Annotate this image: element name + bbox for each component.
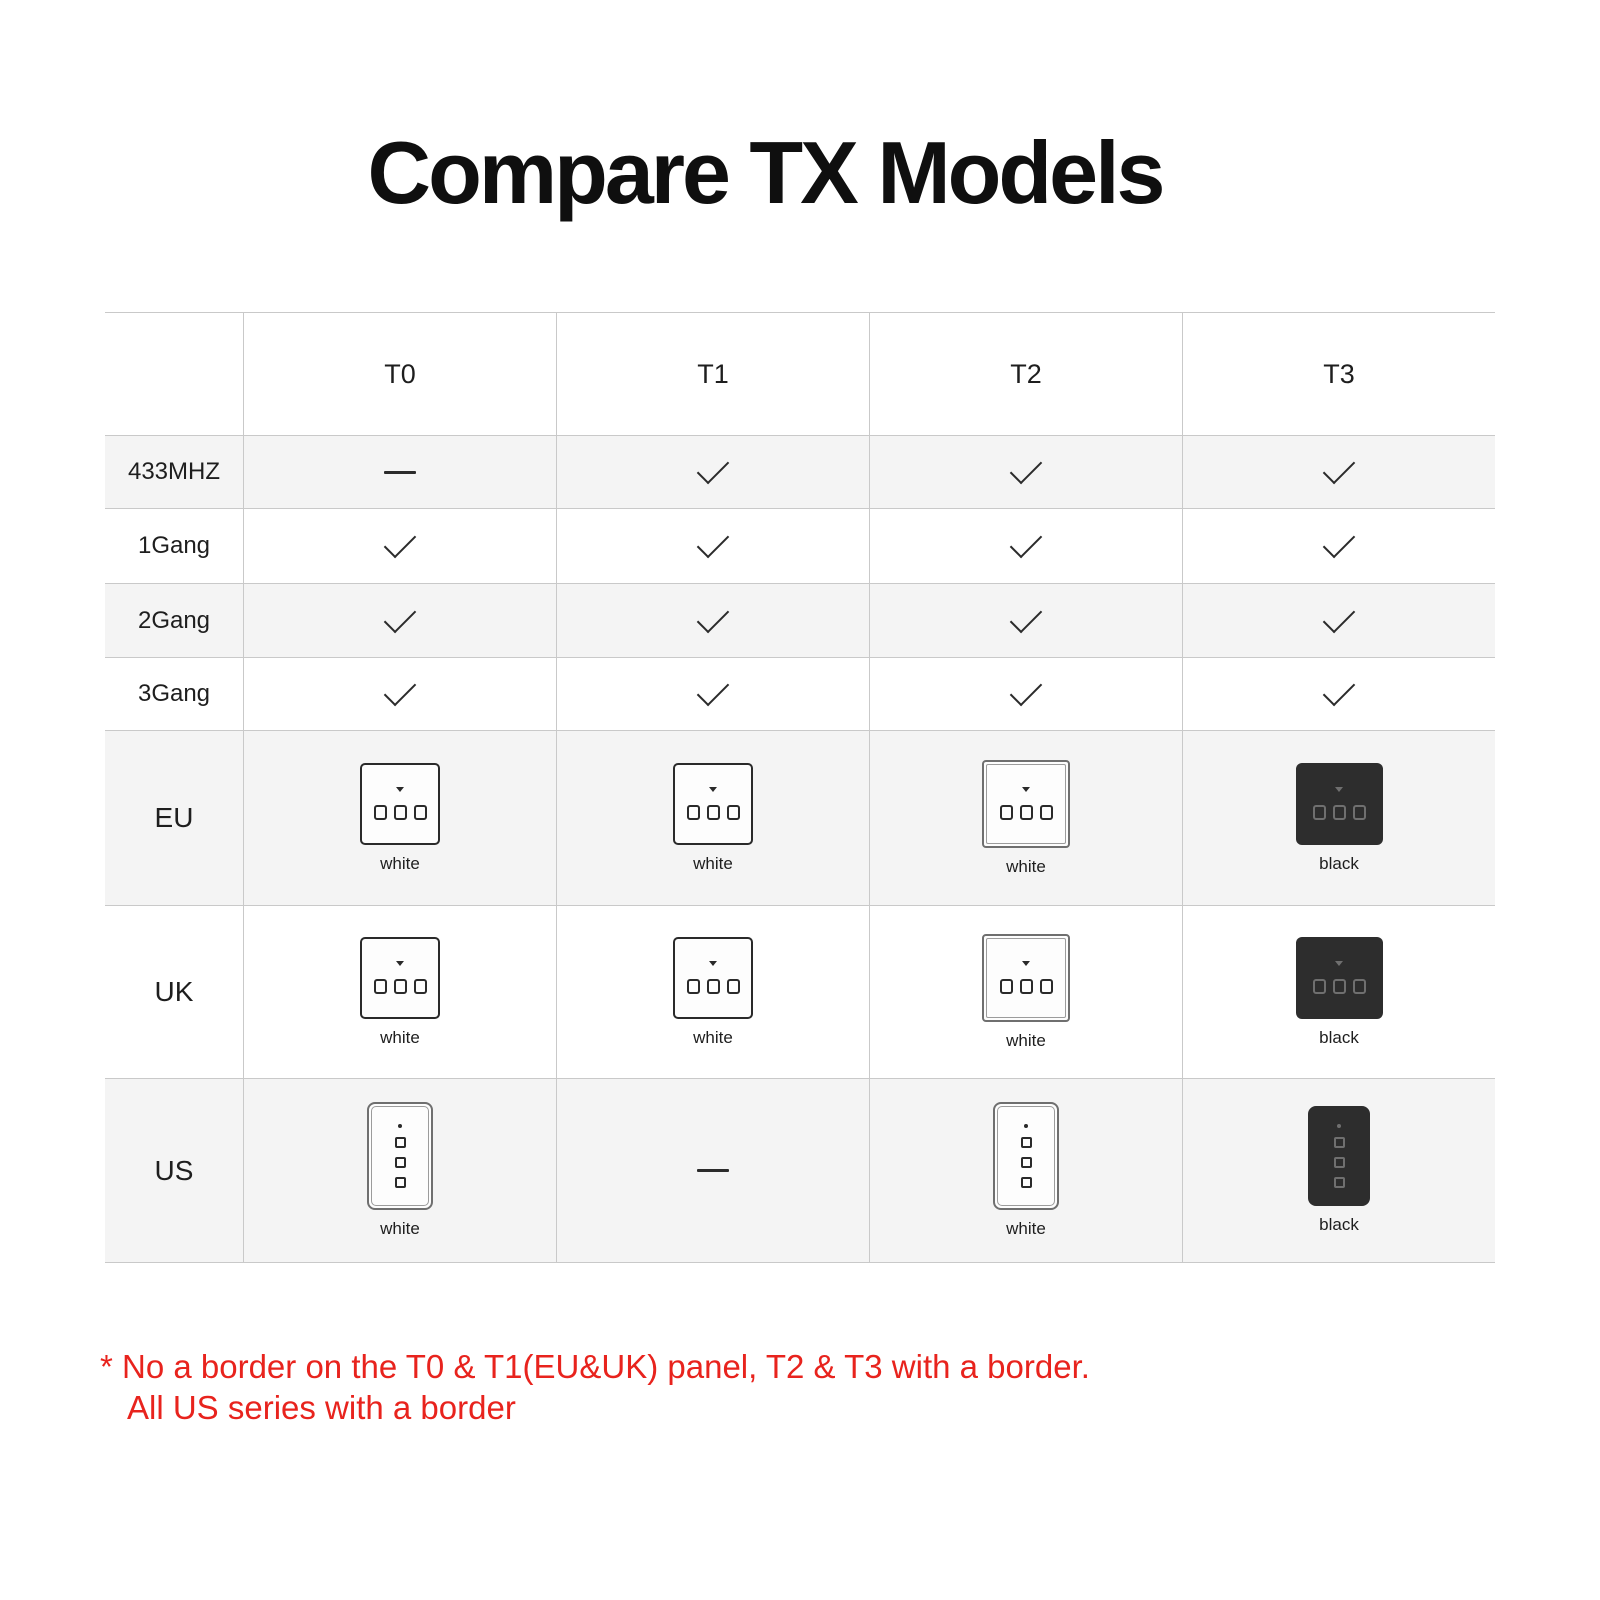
footnote-line-2: All US series with a border	[127, 1389, 516, 1426]
touch-button	[1334, 1137, 1345, 1148]
touch-button	[1021, 1177, 1032, 1188]
touch-button	[414, 979, 427, 994]
panel-color-label: white	[1006, 1219, 1046, 1238]
touch-buttons	[1313, 805, 1366, 820]
table-row-us	[105, 1078, 1495, 1262]
check-icon	[1010, 674, 1043, 707]
row-label-2gang: 2Gang	[137, 606, 211, 634]
panel-color-label: white	[380, 853, 420, 873]
switch-panel	[673, 937, 753, 1048]
touch-button	[687, 979, 700, 994]
touch-button	[687, 805, 700, 820]
check-icon	[1010, 526, 1043, 559]
check-icon	[1323, 452, 1356, 485]
feature-cell	[869, 436, 1182, 508]
switch-panel	[982, 934, 1070, 1051]
comparison-table	[105, 312, 1495, 1263]
table-row-433mhz	[105, 435, 1495, 508]
switch-panel	[1296, 763, 1383, 874]
wifi-indicator-icon	[1022, 787, 1030, 792]
row-label-eu: EU	[154, 802, 194, 833]
check-icon	[697, 674, 730, 707]
wifi-indicator-icon	[1335, 787, 1343, 792]
row-label-1gang: 1Gang	[137, 532, 211, 559]
panel-color-label: white	[1006, 1030, 1046, 1050]
table-row-2gang	[105, 583, 1495, 657]
panel-color-label: black	[1319, 1215, 1359, 1234]
touch-buttons	[1000, 979, 1053, 994]
region-cell	[243, 1079, 556, 1262]
touch-button	[1000, 979, 1013, 994]
panel-color-label: white	[1006, 856, 1046, 876]
touch-button	[374, 805, 387, 820]
feature-cell	[556, 658, 869, 730]
check-icon	[1323, 526, 1356, 559]
switch-faceplate	[986, 764, 1066, 844]
region-cell	[1182, 731, 1495, 905]
touch-button	[1353, 979, 1366, 994]
touch-buttons	[374, 805, 427, 820]
feature-cell	[869, 584, 1182, 657]
touch-button	[1021, 1137, 1032, 1148]
feature-cell	[1182, 658, 1495, 730]
touch-button	[1020, 979, 1033, 994]
page-title: Compare TX Models	[367, 123, 1163, 222]
switch-panel	[1308, 1106, 1370, 1235]
touch-buttons	[1000, 805, 1053, 820]
column-header-t3: T3	[1182, 313, 1495, 435]
touch-button	[1334, 1157, 1345, 1168]
touch-button	[1040, 979, 1053, 994]
panel-border-frame	[982, 760, 1070, 848]
switch-panel	[993, 1102, 1059, 1239]
switch-faceplate	[371, 1106, 429, 1206]
table-row-eu	[105, 730, 1495, 905]
panel-border-frame	[982, 934, 1070, 1022]
feature-cell	[556, 584, 869, 657]
dash-icon	[697, 1169, 729, 1172]
touch-button	[1333, 805, 1346, 820]
switch-faceplate	[997, 1106, 1055, 1206]
switch-panel	[673, 763, 753, 874]
touch-button	[374, 979, 387, 994]
region-cell	[1182, 906, 1495, 1078]
feature-cell	[243, 436, 556, 508]
feature-cell	[1182, 436, 1495, 508]
table-row-uk	[105, 905, 1495, 1078]
switch-faceplate	[673, 937, 753, 1019]
wifi-indicator-icon	[398, 1124, 402, 1128]
touch-button	[394, 979, 407, 994]
check-icon	[697, 452, 730, 485]
feature-cell	[243, 658, 556, 730]
region-cell	[556, 1079, 869, 1262]
check-icon	[384, 526, 417, 559]
panel-border-frame	[993, 1102, 1059, 1210]
touch-button	[1333, 979, 1346, 994]
region-cell	[556, 731, 869, 905]
footnote-line-1: * No a border on the T0 & T1(EU&UK) panel, T2 & T3 with a border.	[100, 1348, 1090, 1385]
feature-cell	[869, 658, 1182, 730]
feature-cell	[556, 509, 869, 583]
region-cell	[869, 1079, 1182, 1262]
touch-button	[707, 805, 720, 820]
column-header-t2: T2	[869, 313, 1182, 435]
column-header-t0: T0	[243, 313, 556, 435]
feature-cell	[1182, 584, 1495, 657]
row-label-uk: UK	[154, 976, 194, 1007]
panel-color-label: black	[1319, 853, 1359, 873]
panel-border-frame	[367, 1102, 433, 1210]
touch-button	[707, 979, 720, 994]
check-icon	[697, 526, 730, 559]
touch-buttons	[374, 979, 427, 994]
touch-button	[1353, 805, 1366, 820]
wifi-indicator-icon	[1335, 961, 1343, 966]
region-cell	[869, 906, 1182, 1078]
panel-color-label: white	[693, 1027, 733, 1047]
switch-faceplate	[1296, 763, 1383, 845]
wifi-indicator-icon	[709, 787, 717, 792]
touch-buttons	[1313, 979, 1366, 994]
wifi-indicator-icon	[1024, 1124, 1028, 1128]
switch-panel	[360, 763, 440, 874]
touch-button	[1313, 979, 1326, 994]
switch-faceplate	[986, 938, 1066, 1018]
wifi-indicator-icon	[709, 961, 717, 966]
panel-color-label: white	[380, 1219, 420, 1238]
table-row-3gang	[105, 657, 1495, 730]
switch-faceplate	[1308, 1106, 1370, 1206]
wifi-indicator-icon	[396, 787, 404, 792]
row-label-433mhz: 433MHZ	[127, 458, 221, 485]
wifi-indicator-icon	[1337, 1124, 1341, 1128]
touch-button	[727, 979, 740, 994]
switch-faceplate	[673, 763, 753, 845]
dash-icon	[384, 471, 416, 474]
feature-cell	[869, 509, 1182, 583]
region-cell	[243, 906, 556, 1078]
row-label-3gang: 3Gang	[137, 680, 211, 707]
touch-button	[395, 1157, 406, 1168]
touch-button	[395, 1177, 406, 1188]
check-icon	[1323, 600, 1356, 633]
touch-buttons	[395, 1137, 406, 1188]
touch-button	[1040, 805, 1053, 820]
feature-cell	[1182, 509, 1495, 583]
touch-button	[394, 805, 407, 820]
column-header-t1: T1	[556, 313, 869, 435]
touch-button	[395, 1137, 406, 1148]
switch-panel	[982, 760, 1070, 877]
check-icon	[384, 674, 417, 707]
feature-cell	[243, 584, 556, 657]
touch-button	[1021, 1157, 1032, 1168]
panel-color-label: black	[1319, 1027, 1359, 1047]
feature-cell	[243, 509, 556, 583]
check-icon	[1010, 452, 1043, 485]
panel-color-label: white	[380, 1027, 420, 1047]
row-label-us: US	[154, 1154, 194, 1186]
touch-buttons	[1021, 1137, 1032, 1188]
touch-button	[414, 805, 427, 820]
column-header-blank	[105, 313, 243, 435]
switch-panel	[367, 1102, 433, 1239]
switch-panel	[360, 937, 440, 1048]
touch-button	[1000, 805, 1013, 820]
touch-button	[1020, 805, 1033, 820]
region-cell	[869, 731, 1182, 905]
wifi-indicator-icon	[396, 961, 404, 966]
region-cell	[243, 731, 556, 905]
touch-buttons	[687, 805, 740, 820]
wifi-indicator-icon	[1022, 961, 1030, 966]
touch-buttons	[1334, 1137, 1345, 1188]
touch-buttons	[687, 979, 740, 994]
touch-button	[1334, 1177, 1345, 1188]
table-row-1gang	[105, 508, 1495, 583]
region-cell	[1182, 1079, 1495, 1262]
check-icon	[1323, 674, 1356, 707]
touch-button	[1313, 805, 1326, 820]
region-cell	[556, 906, 869, 1078]
footnote	[100, 1346, 1090, 1428]
feature-cell	[556, 436, 869, 508]
panel-color-label: white	[693, 853, 733, 873]
check-icon	[1010, 600, 1043, 633]
check-icon	[697, 600, 730, 633]
switch-faceplate	[360, 763, 440, 845]
touch-button	[727, 805, 740, 820]
switch-faceplate	[360, 937, 440, 1019]
switch-faceplate	[1296, 937, 1383, 1019]
table-header-row	[105, 312, 1495, 435]
switch-panel	[1296, 937, 1383, 1048]
check-icon	[384, 600, 417, 633]
